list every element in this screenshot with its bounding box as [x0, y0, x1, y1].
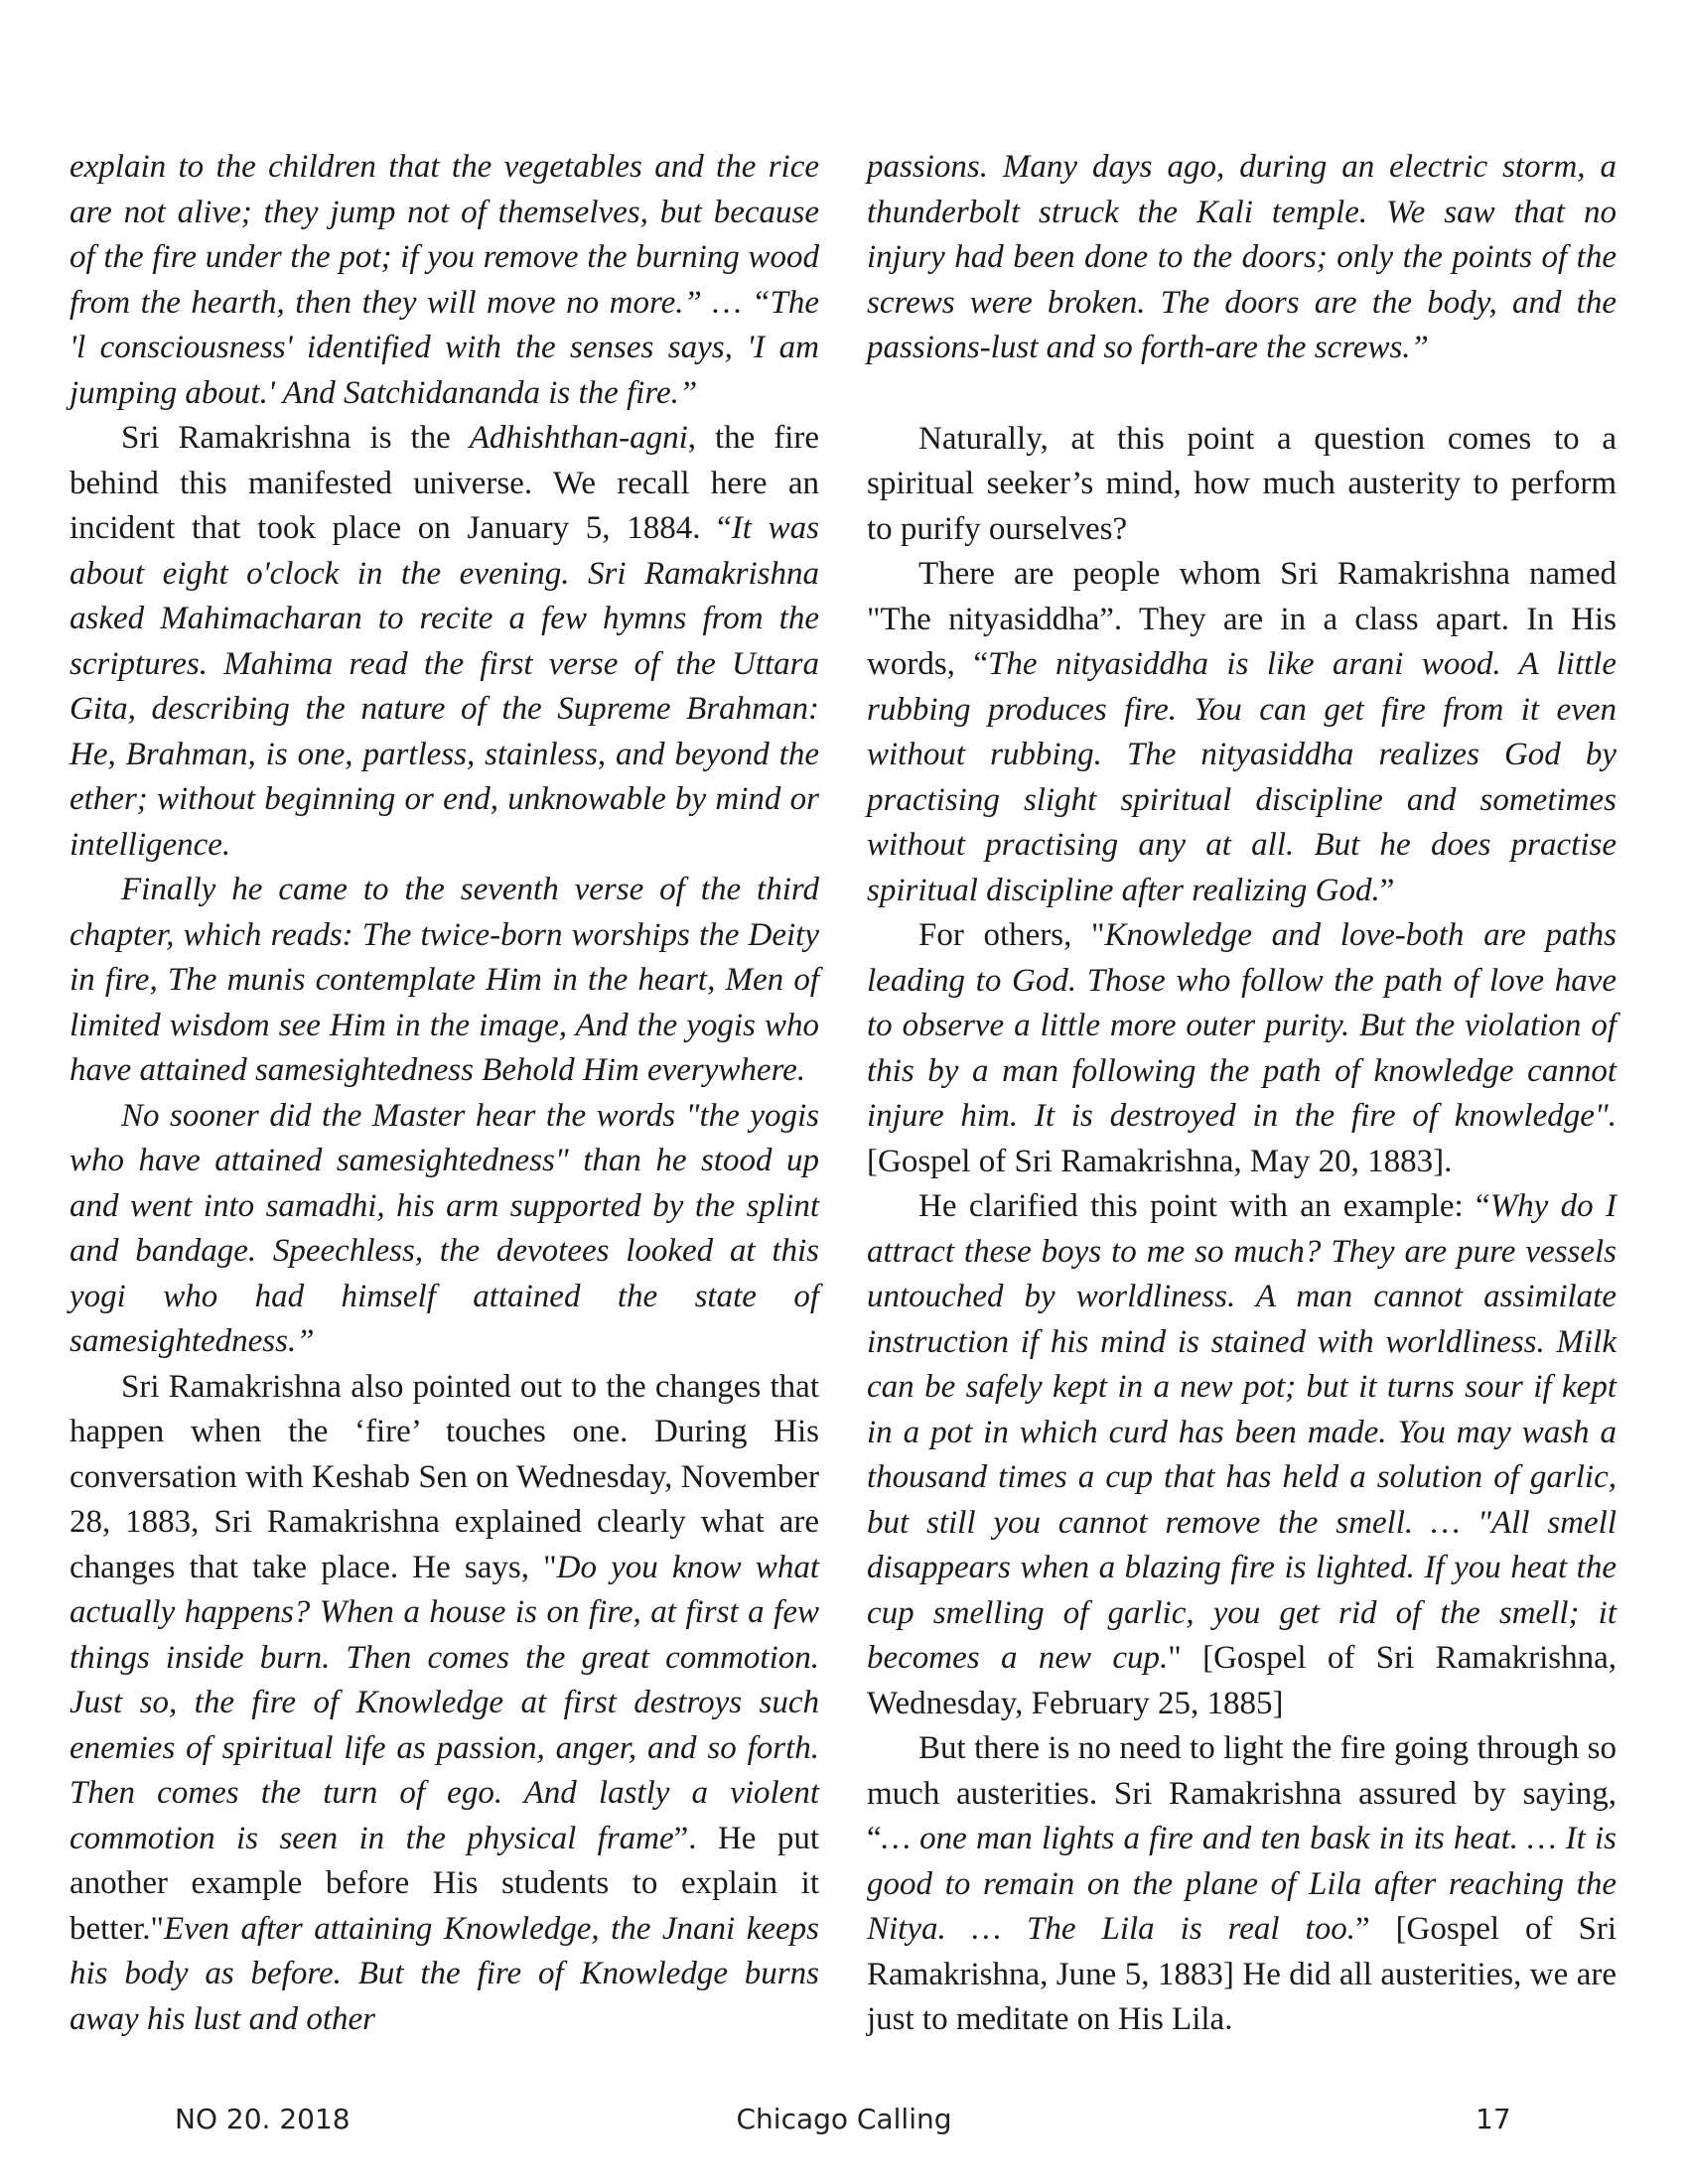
paragraph-fire-changes: Sri Ramakrishna also pointed out to the changes that happen when the ‘fire’ touches one. During His conversation with Keshab Sen on Wednesday, November 28, 1883, Sri Ramakrishna explained clearly what are changes that take place. He says, "Do you know what actually happens? When a house is on fire, at first a few things inside burn. Then comes the great commotion. Just so, the fire of Knowledge at first destroys such enemies of spiritual life as passion, anger, and so forth. Then comes the turn of ego. And lastly a violent commotion is seen in the physical frame”. He put another example before His students to explain it better."Even after attaining Knowledge, the Jnani keeps his body as before. But the fire of Knowledge burns away his lust and other: [70, 1368, 820, 2037]
paragraph-adhishthan-agni: Sri Ramakrishna is the Adhishthan-agni, the fire behind this manifested universe. We recall here an incident that took place on January 5, 1884. “It was about eight o'clock in the evening. Sri Ramakrishna asked Mahimacharan to recite a few hymns from the scriptures. Mahima read the first verse of the Uttara Gita, describing the nature of the Supreme Brahman: He, Brahman, is one, partless, stainless, and beyond the ether; without beginning or end, unknowable by mind or intelligence.: [70, 420, 819, 863]
paragraph-garlic-cup: He clarified this point with an example: “Why do I attract these boys to me so much? They are pure vessels untouched by worldliness. A man cannot assimilate instruction if his mind is stained with worldliness. Milk can be safely kept in a new pot; but it turns sour if kept in a pot in which curd has been made. You may wash a thousand times a cup that has held a solution of garlic, but still you cannot remove the smell. … "All smell disappears when a blazing fire is lighted. If you heat the cup smelling of garlic, you get rid of the smell; it becomes a new cup." [Gospel of Sri Ramakrishna, Wednesday, February 25, 1885]: [867, 1188, 1617, 1721]
paragraph-fire-analogy: explain to the children that the vegetables and the rice are not alive; they jump not of themselves, but because of the fire under the pot; if you remove the burning wood from the hearth, then they will move no more.” … “The 'l consciousness' identified with the senses says, 'I am jumping about.' And Satchidananda is the fire.”: [70, 149, 819, 411]
paragraph-austerity-question: Naturally, at this point a question comes to a spiritual seeker’s mind, how much austerity to perform to purify ourselves?: [867, 420, 1617, 547]
footer-issue: NO 20. 2018: [175, 2103, 351, 2135]
paragraph-seventh-verse: Finally he came to the seventh verse of the third chapter, which reads: The twice-born worships the Deity in fire, The munis contemplate Him in the heart, Men of limited wisdom see Him in the image, And the yogis who have attained samesightedness Behold Him everywhere.: [70, 872, 819, 1088]
right-column: [867, 145, 1617, 2043]
paragraph-knowledge-love: For others, "Knowledge and love-both are paths leading to God. Those who follow the path of love have to observe a little more outer purity. But the violation of this by a man following the path of knowledge cannot injure him. It is destroyed in the fire of knowledge". [Gospel of Sri Ramakrishna, May 20, 1883].: [867, 917, 1617, 1179]
footer-page-number: 17: [1476, 2103, 1511, 2135]
paragraph-lila: But there is no need to light the fire going through so much austerities. Sri Ramakrishna assured by saying, “… one man lights a fire and ten bask in its heat. … It is good to remain on the plane of Lila after reaching the Nitya. … The Lila is real too.” [Gospel of Sri Ramakrishna, June 5, 1883] He did all austerities, we are just to meditate on His Lila.: [867, 1730, 1617, 2037]
left-column: [70, 145, 819, 2042]
paragraph-passions-continued: passions. Many days ago, during an electric storm, a thunderbolt struck the Kali temple. We saw that no injury had been done to the doors; only the points of the screws were broken. The doors are the body, and the passions-lust and so forth-are the screws.”: [867, 149, 1617, 365]
paragraph-samadhi: No sooner did the Master hear the words "the yogis who have attained samesightedness" than he stood up and went into samadhi, his arm supported by the splint and bandage. Speechless, the devotees looked at this yogi who had himself attained the state of samesightedness.”: [70, 1097, 819, 1359]
footer-publication-title: Chicago Calling: [736, 2103, 952, 2135]
page-footer: [0, 2103, 1688, 2142]
paragraph-nityasiddha: There are people whom Sri Ramakrishna named "The nityasiddha”. They are in a class apart. In His words, “The nityasiddha is like arani wood. A little rubbing produces fire. You can get fire from it even without rubbing. The nityasiddha realizes God by practising slight spiritual discipline and sometimes without practising any at all. But he does practise spiritual discipline after realizing God.”: [867, 556, 1617, 908]
